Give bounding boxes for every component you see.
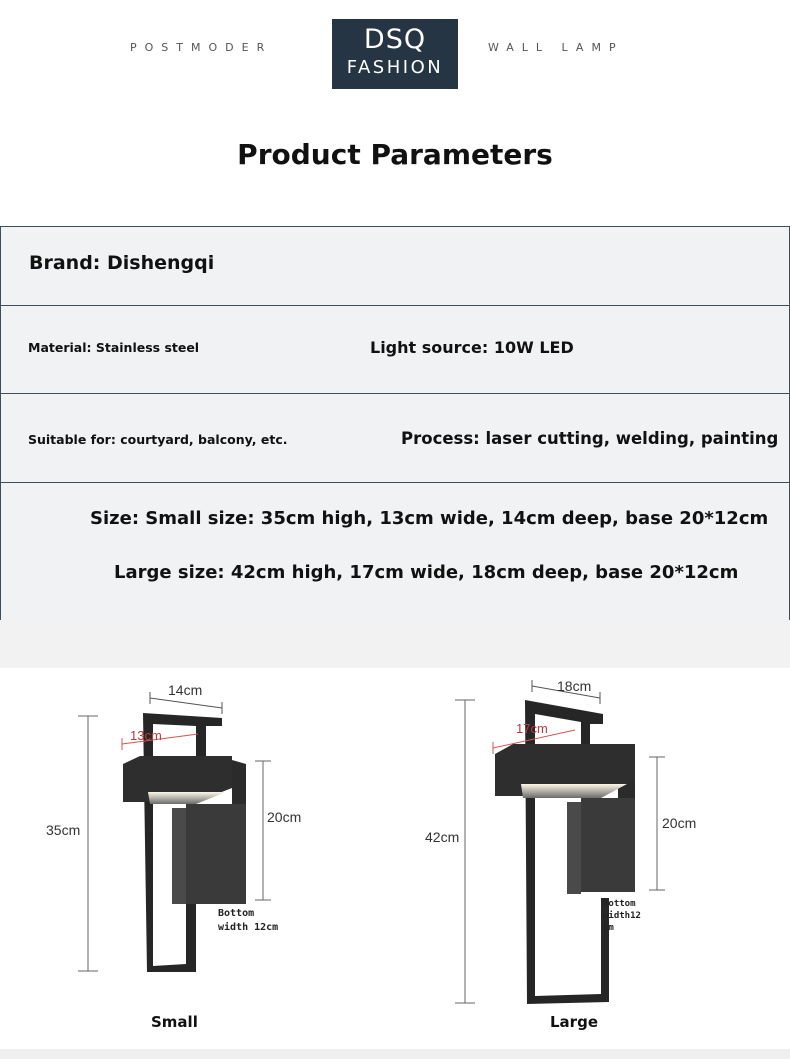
tagline-right: WALL LAMP xyxy=(488,41,624,54)
material-value: Material: Stainless steel xyxy=(28,340,200,355)
param-row-usage xyxy=(1,395,789,483)
small-height-label: 35cm xyxy=(46,822,81,838)
small-width-label: 13cm xyxy=(130,728,162,743)
param-row-brand xyxy=(1,227,789,306)
bottom-band xyxy=(0,1049,790,1059)
size-small-value: Size: Small size: 35cm high, 13cm wide, 14cm deep, base 20*12cm xyxy=(90,508,769,529)
param-row-material xyxy=(1,306,789,394)
small-caption: Small xyxy=(151,1013,198,1031)
small-bottom-width-note: Bottom width 12cm xyxy=(218,908,279,933)
page-title: Product Parameters xyxy=(237,138,553,171)
tagline-left: POSTMODER xyxy=(130,41,273,54)
size-large-value: Large size: 42cm high, 17cm wide, 18cm deep, base 20*12cm xyxy=(114,562,739,583)
large-bottom-width-note: Bottom width12 cm xyxy=(603,899,641,933)
param-row-size xyxy=(1,484,789,620)
large-height-label: 42cm xyxy=(425,829,460,845)
small-base-height-label: 20cm xyxy=(267,809,302,825)
brand-logo xyxy=(332,19,458,89)
logo-line-2: FASHION xyxy=(346,57,444,78)
parameters-table xyxy=(0,226,790,621)
separator-band xyxy=(0,620,790,668)
small-lamp-image xyxy=(0,668,395,1049)
large-caption: Large xyxy=(550,1013,598,1031)
small-depth-label: 14cm xyxy=(168,682,203,698)
light-source-value: Light source: 10W LED xyxy=(370,338,574,357)
suitable-value: Suitable for: courtyard, balcony, etc. xyxy=(28,432,288,447)
large-width-label: 17cm xyxy=(516,721,548,736)
brand-value: Brand: Dishengqi xyxy=(29,252,215,274)
large-base-height-label: 20cm xyxy=(662,815,697,831)
process-value: Process: laser cutting, welding, painting xyxy=(401,429,779,448)
large-lamp-image xyxy=(395,668,790,1049)
large-depth-label: 18cm xyxy=(557,678,592,694)
logo-line-1: DSQ xyxy=(363,24,427,55)
